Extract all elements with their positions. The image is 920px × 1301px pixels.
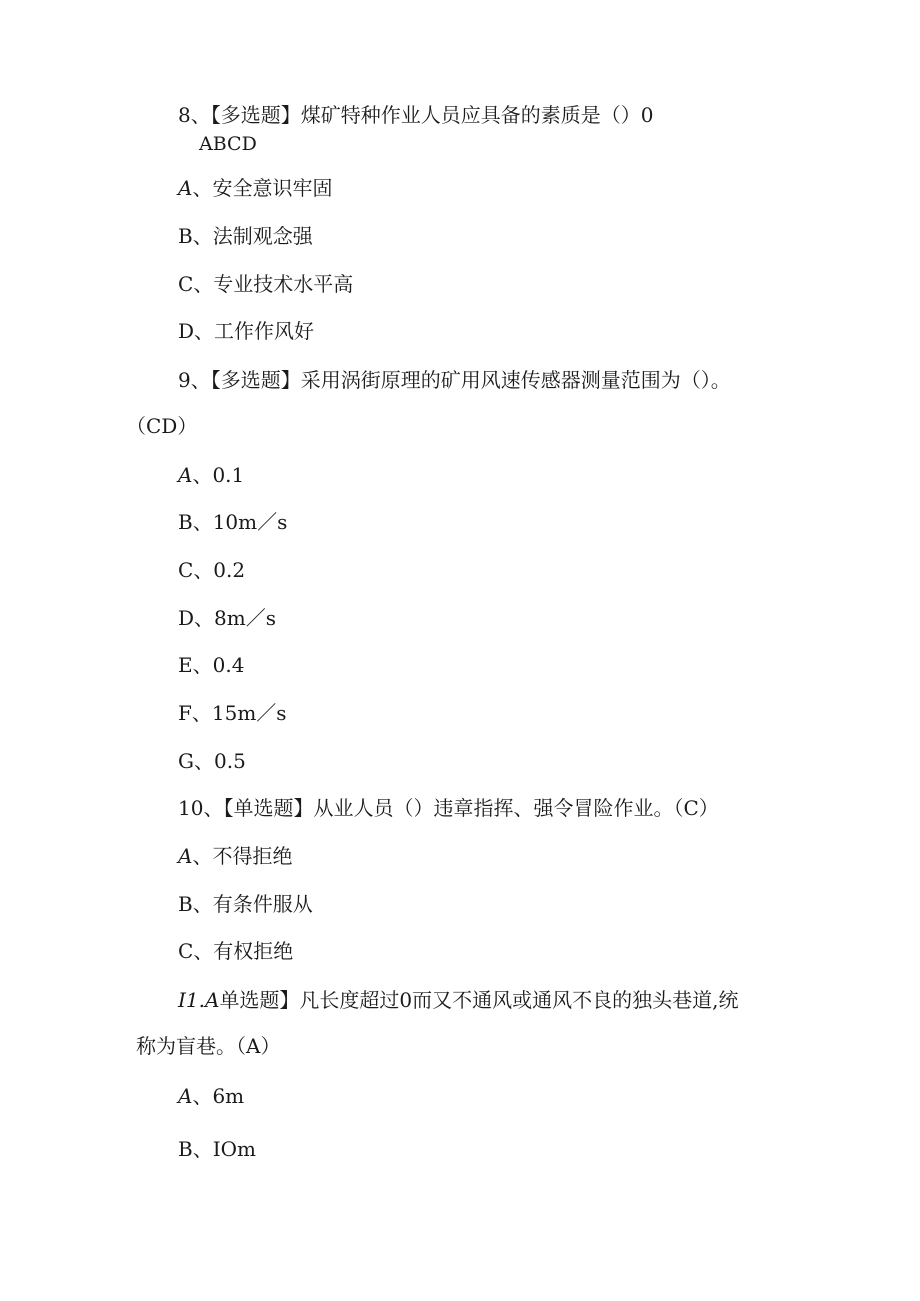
question-10-stem: 10、【单选题】从业人员（）违章指挥、强令冒险作业。（C） <box>178 796 719 820</box>
option-marker: D <box>178 319 195 343</box>
question-9-stem: 9、【多选题】采用涡街原理的矿用风速传感器测量范围为（）。 <box>178 368 731 392</box>
option-marker: C <box>178 939 194 963</box>
option-text: 、法制观念强 <box>192 224 313 248</box>
option-text: 、安全意识牢固 <box>192 176 333 200</box>
question-11-stem <box>178 990 739 1010</box>
question-stem-text: 单选题】凡长度超过0而又不通风或通风不良的独头巷道,统 <box>219 988 739 1012</box>
question-8-option-d <box>178 321 314 341</box>
option-marker: B <box>178 892 193 916</box>
option-marker: B <box>178 224 193 248</box>
option-text: 、不得拒绝 <box>192 844 293 868</box>
question-11-stem-continued: 称为盲巷。（A） <box>136 1034 281 1058</box>
option-marker: B <box>178 510 193 534</box>
option-marker: D <box>178 606 195 630</box>
question-9-option-a <box>178 465 244 485</box>
question-8-option-b <box>178 226 313 246</box>
option-text: 、0.2 <box>193 558 246 582</box>
option-marker: A <box>178 1084 193 1108</box>
option-marker: A <box>178 844 193 868</box>
option-text: 、工作作风好 <box>194 319 315 343</box>
question-9-option-d <box>178 608 276 628</box>
option-text: 、6m <box>192 1084 245 1108</box>
question-number: I1.A <box>178 988 220 1012</box>
question-8-option-a <box>178 178 332 198</box>
option-marker: C <box>178 558 194 582</box>
question-10-option-c <box>178 941 293 961</box>
question-9-option-e <box>178 655 244 675</box>
option-text: 、IOm <box>192 1137 256 1161</box>
question-9-answer: （CD） <box>126 414 198 438</box>
option-marker: F <box>178 701 192 725</box>
option-text: 、有条件服从 <box>192 892 313 916</box>
option-marker: B <box>178 1137 193 1161</box>
question-8-option-c <box>178 274 353 294</box>
option-text: 、专业技术水平高 <box>193 272 354 296</box>
option-marker: E <box>178 653 193 677</box>
question-11-option-b <box>178 1139 256 1159</box>
question-10-option-b <box>178 894 313 914</box>
question-9-option-f <box>178 703 287 723</box>
question-8-stem: 8、【多选题】煤矿特种作业人员应具备的素质是（）0 <box>178 103 654 127</box>
question-8-answer: ABCD <box>199 133 257 155</box>
question-10-option-a <box>178 846 292 866</box>
option-marker: A <box>178 176 193 200</box>
question-9-option-g <box>178 751 246 771</box>
option-text: 、0.1 <box>192 463 245 487</box>
option-text: 、0.5 <box>193 749 246 773</box>
option-marker: C <box>178 272 194 296</box>
option-text: 、有权拒绝 <box>193 939 294 963</box>
question-9-option-b <box>178 512 287 532</box>
option-text: 、10m／s <box>192 510 288 534</box>
option-marker: A <box>178 463 193 487</box>
question-11-option-a <box>178 1086 244 1106</box>
option-text: 、8m／s <box>194 606 276 630</box>
option-text: 、0.4 <box>192 653 245 677</box>
option-text: 、15m／s <box>191 701 287 725</box>
question-9-option-c <box>178 560 245 580</box>
option-marker: G <box>178 749 194 773</box>
